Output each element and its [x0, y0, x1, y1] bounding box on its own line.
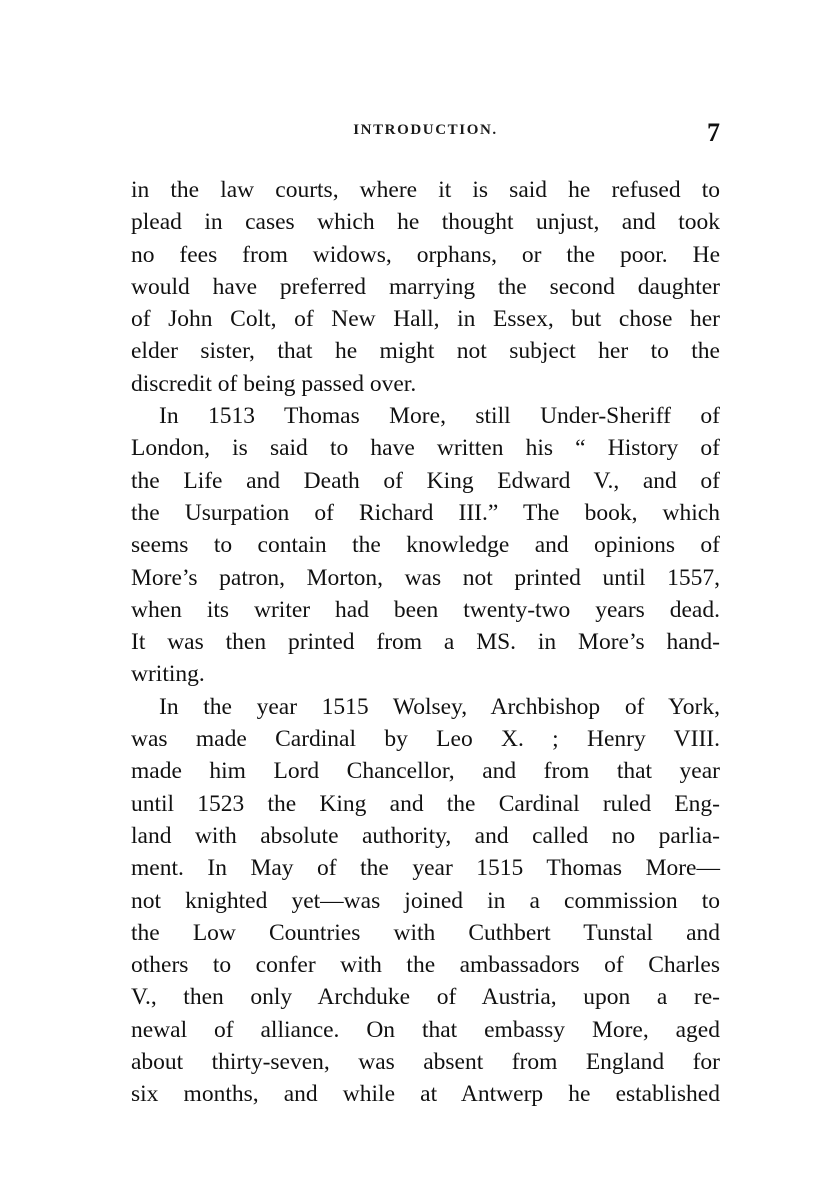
page-number: 7 [707, 118, 720, 147]
text-line: no fees from widows, orphans, or the poor. He [131, 241, 720, 268]
text-line: the Low Countries with Cuthbert Tunstal and [131, 919, 720, 946]
text-line: In the year 1515 Wolsey, Archbishop of York, [159, 693, 720, 720]
text-line: It was then printed from a MS. in More’s hand- [131, 629, 720, 656]
text-line: More’s patron, Morton, was not printed until 1557, [131, 564, 720, 591]
text-line: In 1513 Thomas More, still Under-Sheriff of [159, 403, 720, 430]
text-line: ment. In May of the year 1515 Thomas More— [131, 855, 720, 882]
text-line: seems to contain the knowledge and opinions of [131, 532, 720, 559]
text-line: would have preferred marrying the second daughter [131, 273, 720, 300]
text-line: plead in cases which he thought unjust, and took [131, 209, 720, 236]
text-line: six months, and while at Antwerp he established [131, 1081, 720, 1108]
running-title: INTRODUCTION. [353, 122, 498, 138]
paragraph [131, 400, 720, 691]
text-line: when its writer had been twenty-two years dead. [131, 596, 720, 623]
text-line: was made Cardinal by Leo X. ; Henry VIII. [131, 726, 720, 753]
text-line: elder sister, that he might not subject her to the [131, 338, 720, 365]
text-line: writing. [131, 661, 205, 688]
text-line: London, is said to have written his “ History of [131, 435, 720, 462]
body-text [131, 174, 720, 1111]
text-line: V., then only Archduke of Austria, upon a re- [131, 984, 720, 1011]
text-line: not knighted yet—was joined in a commission to [131, 887, 720, 914]
text-line: of John Colt, of New Hall, in Essex, but chose her [131, 306, 720, 333]
text-line: made him Lord Chancellor, and from that year [131, 758, 720, 785]
text-line: newal of alliance. On that embassy More, aged [131, 1016, 720, 1043]
text-line: about thirty-seven, was absent from England for [131, 1049, 720, 1076]
running-head [131, 118, 720, 148]
paragraph [131, 691, 720, 1111]
text-line: others to confer with the ambassadors of Charles [131, 952, 720, 979]
text-line: in the law courts, where it is said he refused to [131, 177, 720, 203]
text-line: land with absolute authority, and called no parlia- [131, 822, 720, 849]
text-line: until 1523 the King and the Cardinal ruled Eng- [131, 790, 720, 817]
text-line: the Usurpation of Richard III.” The book, which [131, 499, 720, 526]
text-line: the Life and Death of King Edward V., and of [131, 467, 720, 494]
paragraph [131, 174, 720, 400]
text-line: discredit of being passed over. [131, 370, 417, 397]
